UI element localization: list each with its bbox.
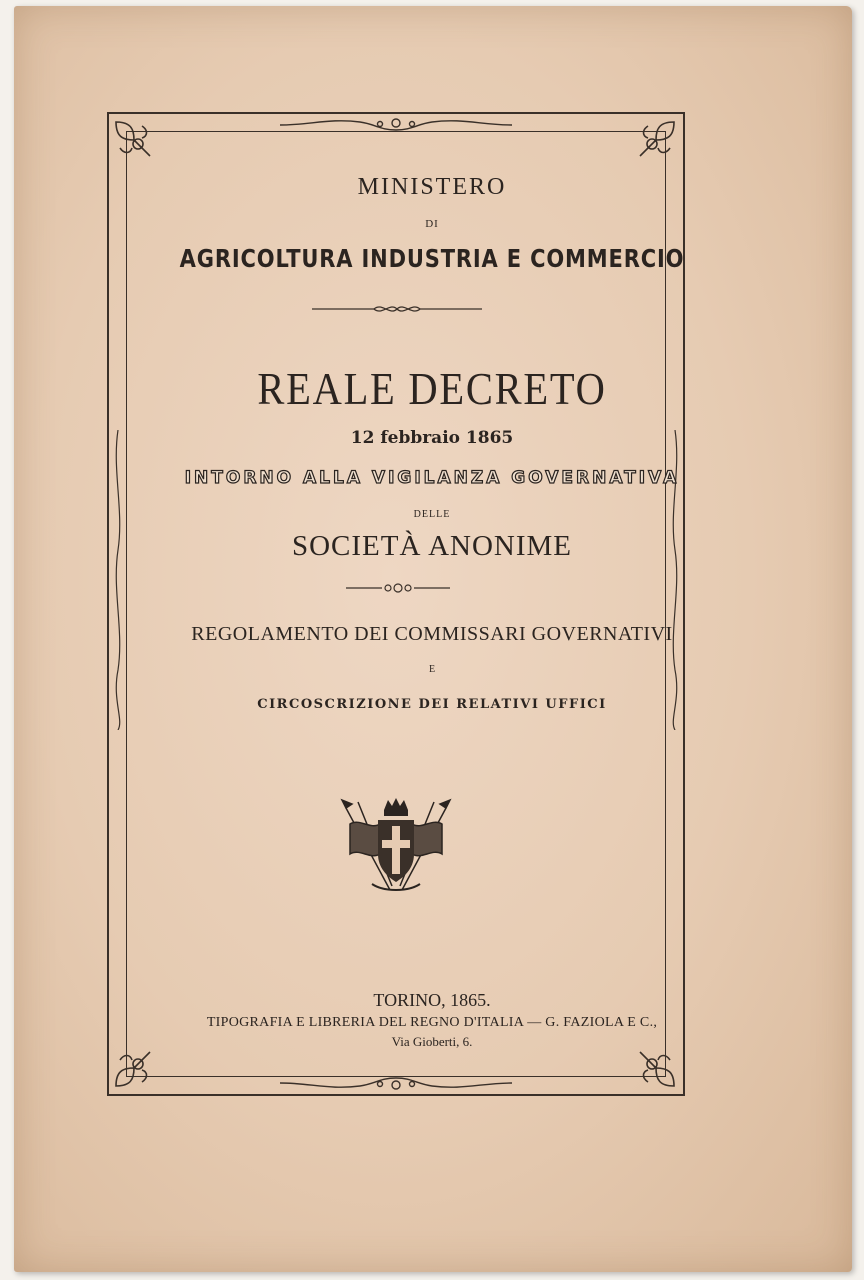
corner-ornament-top-left-icon	[112, 118, 156, 162]
decree-date: 12 febbraio 1865	[350, 428, 514, 448]
scroll-divider-middle-icon	[346, 582, 450, 594]
bottom-frame-flourish-icon	[280, 1072, 512, 1094]
ministry-name: AGRICOLTURA INDUSTRIA E COMMERCIO	[179, 244, 685, 273]
corner-ornament-top-right-icon	[634, 118, 678, 162]
regolamento-heading: REGOLAMENTO DEI COMMISSARI GOVERNATIVI	[191, 623, 673, 645]
scroll-divider-top-icon	[312, 302, 482, 316]
corner-ornament-bottom-left-icon	[112, 1046, 156, 1090]
delle-word: DELLE	[413, 509, 451, 520]
corner-ornament-bottom-right-icon	[634, 1046, 678, 1090]
conjunction-e: E	[428, 664, 436, 675]
decree-subject: INTORNO ALLA VIGILANZA GOVERNATIVA	[184, 468, 680, 488]
savoy-coat-of-arms-icon	[340, 796, 452, 896]
circoscrizione-heading: CIRCOSCRIZIONE DEI RELATIVI UFFICI	[257, 697, 607, 712]
societa-anonime-heading: SOCIETÀ ANONIME	[291, 530, 573, 562]
ministry-heading: MINISTERO	[357, 174, 507, 200]
printer-line: TIPOGRAFIA E LIBRERIA DEL REGNO D'ITALIA — G. FAZIOLA E C.,	[206, 1015, 658, 1030]
decree-title: REALE DECRETO	[257, 363, 607, 414]
printer-address: Via Gioberti, 6.	[391, 1034, 473, 1049]
ministry-di: DI	[425, 218, 439, 230]
place-and-year: TORINO, 1865.	[373, 990, 491, 1010]
top-frame-flourish-icon	[280, 114, 512, 136]
